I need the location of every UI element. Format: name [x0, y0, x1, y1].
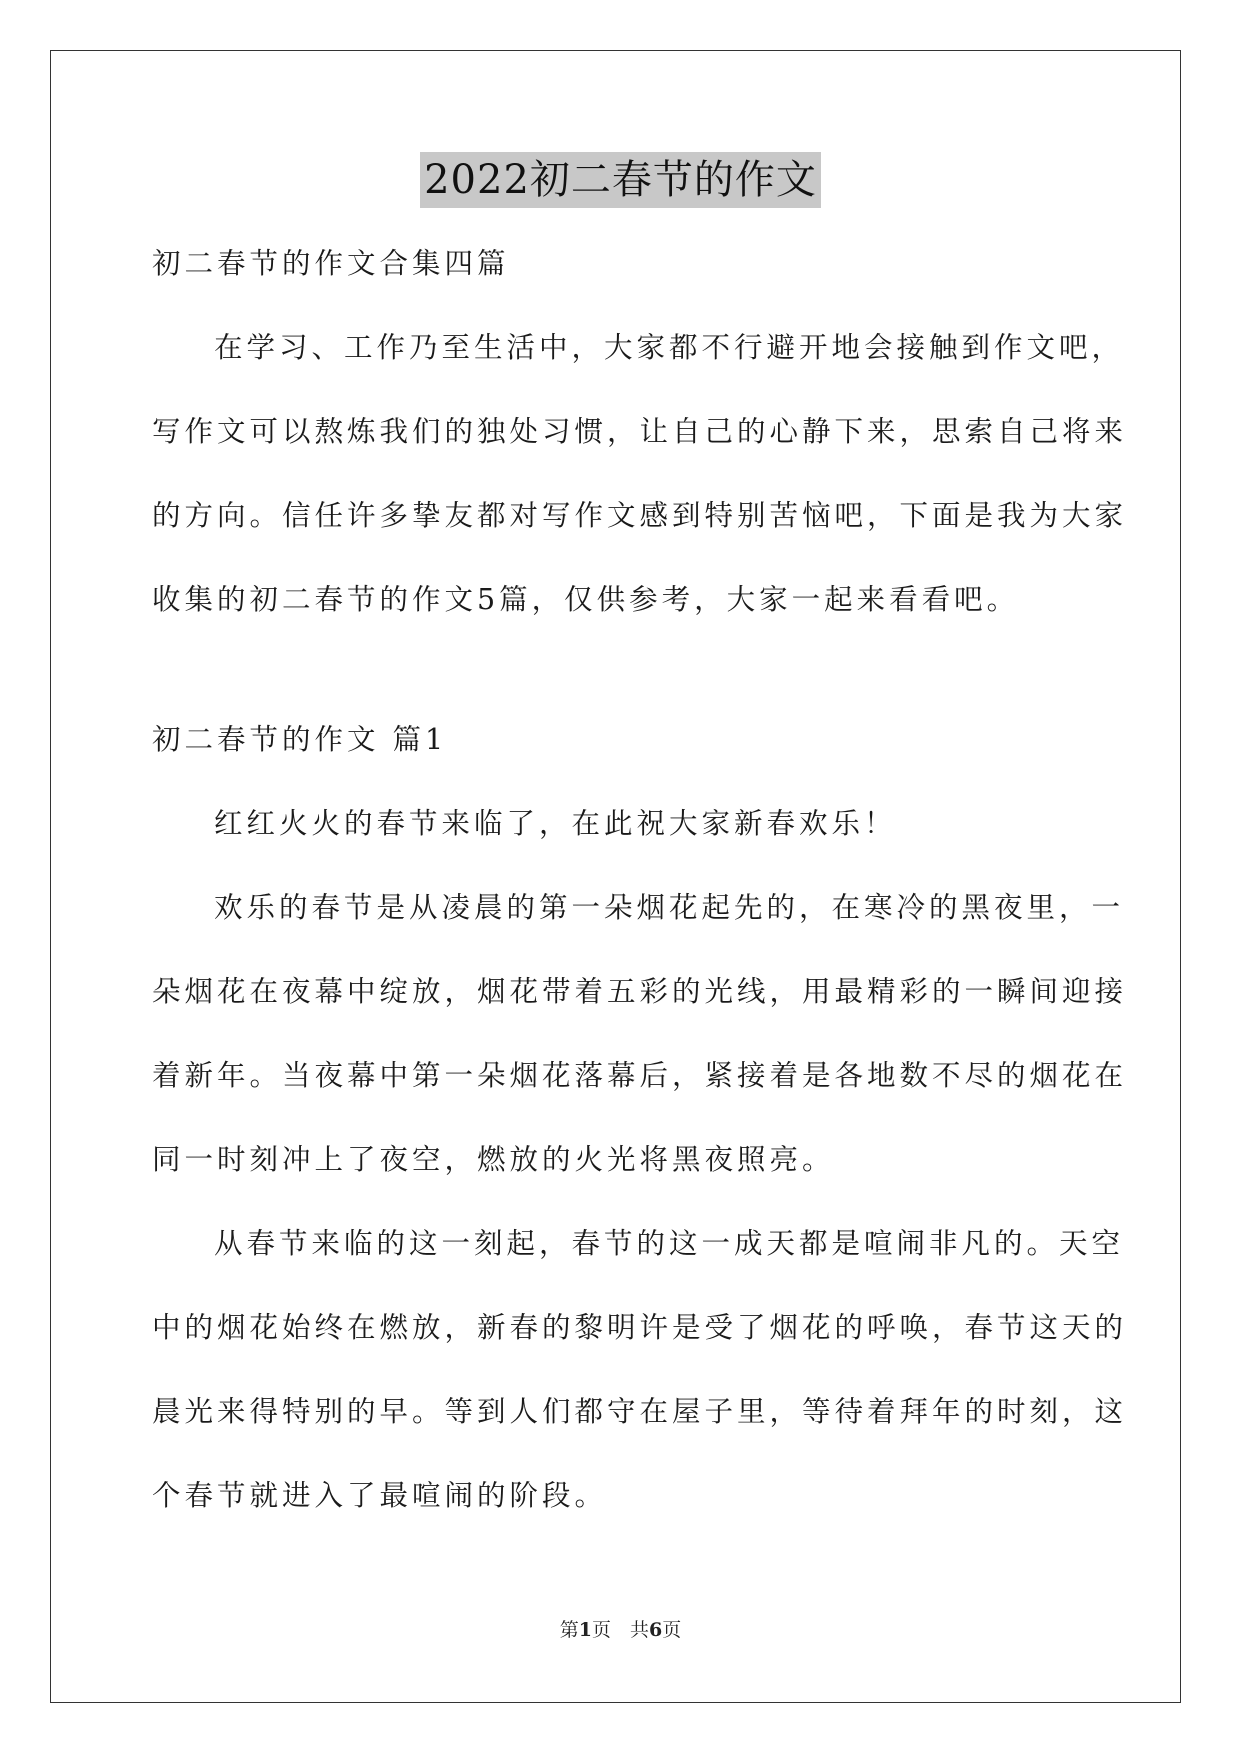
essay-paragraph-line: 个春节就进入了最喧闹的阶段。 — [152, 1479, 608, 1512]
essay-paragraph-line: 晨光来得特别的早。等到人们都守在屋子里，等待着拜年的时刻，这 — [152, 1395, 1128, 1428]
intro-paragraph-line: 的方向。信任许多挚友都对写作文感到特别苦恼吧，下面是我为大家 — [152, 499, 1128, 532]
essay-paragraph-line: 朵烟花在夜幕中绽放，烟花带着五彩的光线，用最精彩的一瞬间迎接 — [152, 975, 1128, 1008]
intro-paragraph-line: 收集的初二春节的作文5篇，仅供参考，大家一起来看看吧。 — [152, 583, 1020, 616]
document-body — [152, 236, 1128, 1552]
footer-page-number: 1 — [578, 1619, 592, 1641]
footer-page-mid: 页 共 — [591, 1619, 649, 1641]
footer-page-prefix: 第 — [559, 1619, 579, 1641]
intro-paragraph-line: 在学习、工作乃至生活中，大家都不行避开地会接触到作文吧， — [214, 331, 1125, 364]
page-footer — [0, 1617, 1241, 1643]
title-container — [0, 152, 1241, 208]
essay-paragraph-line: 从春节来临的这一刻起，春节的这一成天都是喧闹非凡的。天空 — [214, 1227, 1125, 1260]
essay-paragraph-line: 同一时刻冲上了夜空，燃放的火光将黑夜照亮。 — [152, 1143, 835, 1176]
essay-heading: 初二春节的作文 篇1 — [152, 723, 448, 756]
footer-page-total: 6 — [649, 1619, 663, 1641]
footer-page-suffix: 页 — [662, 1619, 682, 1641]
collection-heading: 初二春节的作文合集四篇 — [152, 247, 510, 280]
essay-paragraph-line: 欢乐的春节是从凌晨的第一朵烟花起先的，在寒冷的黑夜里，一 — [214, 891, 1125, 924]
essay-paragraph-line: 红红火火的春节来临了，在此祝大家新春欢乐！ — [214, 807, 897, 840]
section-spacer — [152, 656, 1087, 712]
essay-paragraph-line: 着新年。当夜幕中第一朵烟花落幕后，紧接着是各地数不尽的烟花在 — [152, 1059, 1128, 1092]
essay-paragraph-line: 中的烟花始终在燃放，新春的黎明许是受了烟花的呼唤，春节这天的 — [152, 1311, 1128, 1344]
intro-paragraph-line: 写作文可以熬炼我们的独处习惯，让自己的心静下来，思索自己将来 — [152, 415, 1128, 448]
document-title: 2022初二春节的作文 — [420, 152, 821, 208]
